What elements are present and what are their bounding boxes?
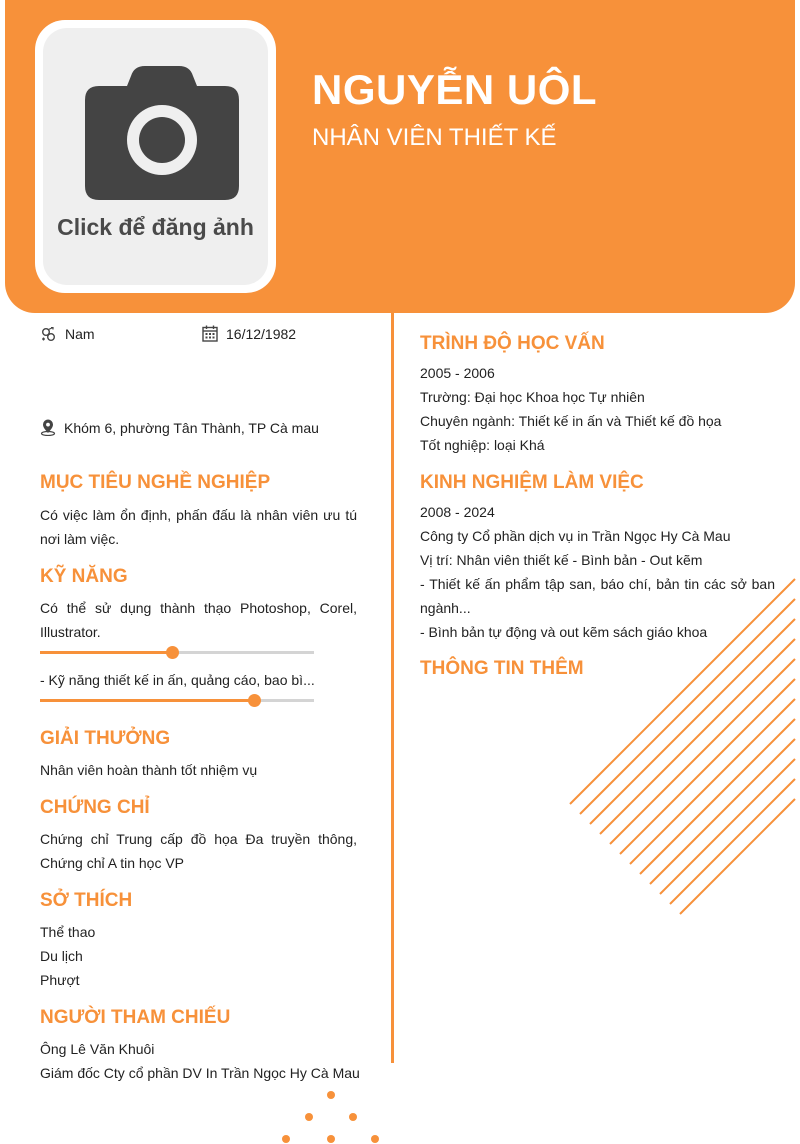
photo-upload[interactable] xyxy=(35,20,276,293)
awards-title: GIẢI THƯỞNG xyxy=(40,728,171,749)
education-school: Trường: Đại học Khoa học Tự nhiên xyxy=(420,389,645,405)
hobby-item: Du lịch xyxy=(40,948,83,964)
column-divider xyxy=(391,313,394,1063)
skill-level-bar-1 xyxy=(40,651,314,654)
experience-title: KINH NGHIỆM LÀM VIỆC xyxy=(420,472,644,493)
skills-title: KỸ NĂNG xyxy=(40,566,128,587)
objective-title: MỤC TIÊU NGHỀ NGHIỆP xyxy=(40,472,271,493)
gender-row xyxy=(40,326,95,342)
experience-bullet: - Thiết kế ấn phẩm tập san, báo chí, bản tin các sở ban ngành... xyxy=(420,576,775,616)
address-row xyxy=(40,419,319,436)
photo-placeholder[interactable] xyxy=(43,28,268,285)
more-info-title: THÔNG TIN THÊM xyxy=(420,658,584,679)
reference-position: Giám đốc Cty cổ phần DV In Trần Ngọc Hy Cà Mau xyxy=(40,1065,360,1081)
photo-upload-label: Click để đăng ảnh xyxy=(57,214,254,240)
skill-item-2: - Kỹ năng thiết kế in ấn, quảng cáo, bao bì... xyxy=(40,672,315,688)
birthdate-value: 16/12/1982 xyxy=(226,325,297,342)
job-title: NHÂN VIÊN THIẾT KẾ xyxy=(312,124,557,151)
gender-value: Nam xyxy=(65,326,95,342)
hobbies-title: SỞ THÍCH xyxy=(40,890,133,911)
experience-position: Vị trí: Nhân viên thiết kế - Bình bản - Out kẽm xyxy=(420,552,703,568)
skill-item-1: Có thể sử dụng thành thạo Photoshop, Corel, Illustrator. xyxy=(40,600,357,640)
candidate-name: NGUYỄN UÔL xyxy=(312,66,598,113)
skill-level-bar-2 xyxy=(40,699,314,702)
objective-text: Có việc làm ổn định, phấn đấu là nhân viên ưu tú nơi làm việc. xyxy=(40,507,357,547)
reference-name: Ông Lê Văn Khuôi xyxy=(40,1041,155,1057)
awards-text: Nhân viên hoàn thành tốt nhiệm vụ xyxy=(40,762,258,778)
experience-years: 2008 - 2024 xyxy=(420,504,495,520)
education-major: Chuyên ngành: Thiết kế in ấn và Thiết kế đồ họa xyxy=(420,413,722,429)
gender-icon xyxy=(40,327,57,342)
hobby-item: Thể thao xyxy=(40,924,96,940)
certificates-title: CHỨNG CHỈ xyxy=(40,797,150,818)
decorative-stripes xyxy=(560,570,800,920)
camera-icon xyxy=(85,66,239,200)
education-years: 2005 - 2006 xyxy=(420,365,495,381)
education-title: TRÌNH ĐỘ HỌC VẤN xyxy=(420,333,605,354)
address-value: Khóm 6, phường Tân Thành, TP Cà mau xyxy=(64,419,319,436)
education-grade: Tốt nghiệp: loại Khá xyxy=(420,437,545,453)
calendar-icon xyxy=(202,325,218,342)
decorative-dots xyxy=(270,1085,390,1144)
skill-level-knob xyxy=(248,694,261,707)
skill-level-knob xyxy=(166,646,179,659)
birthdate-row xyxy=(202,325,296,342)
experience-company: Công ty Cổ phần dịch vụ in Trần Ngọc Hy Cà Mau xyxy=(420,528,731,544)
skill-level-fill xyxy=(40,651,172,654)
skill-level-fill xyxy=(40,699,254,702)
hobby-item: Phượt xyxy=(40,972,80,988)
references-title: NGƯỜI THAM CHIẾU xyxy=(40,1007,231,1028)
certificates-text: Chứng chỉ Trung cấp đồ họa Đa truyền thông, Chứng chỉ A tin học VP xyxy=(40,831,357,871)
location-pin-icon xyxy=(40,419,56,436)
experience-bullet: - Bình bản tự động và out kẽm sách giáo khoa xyxy=(420,624,708,640)
